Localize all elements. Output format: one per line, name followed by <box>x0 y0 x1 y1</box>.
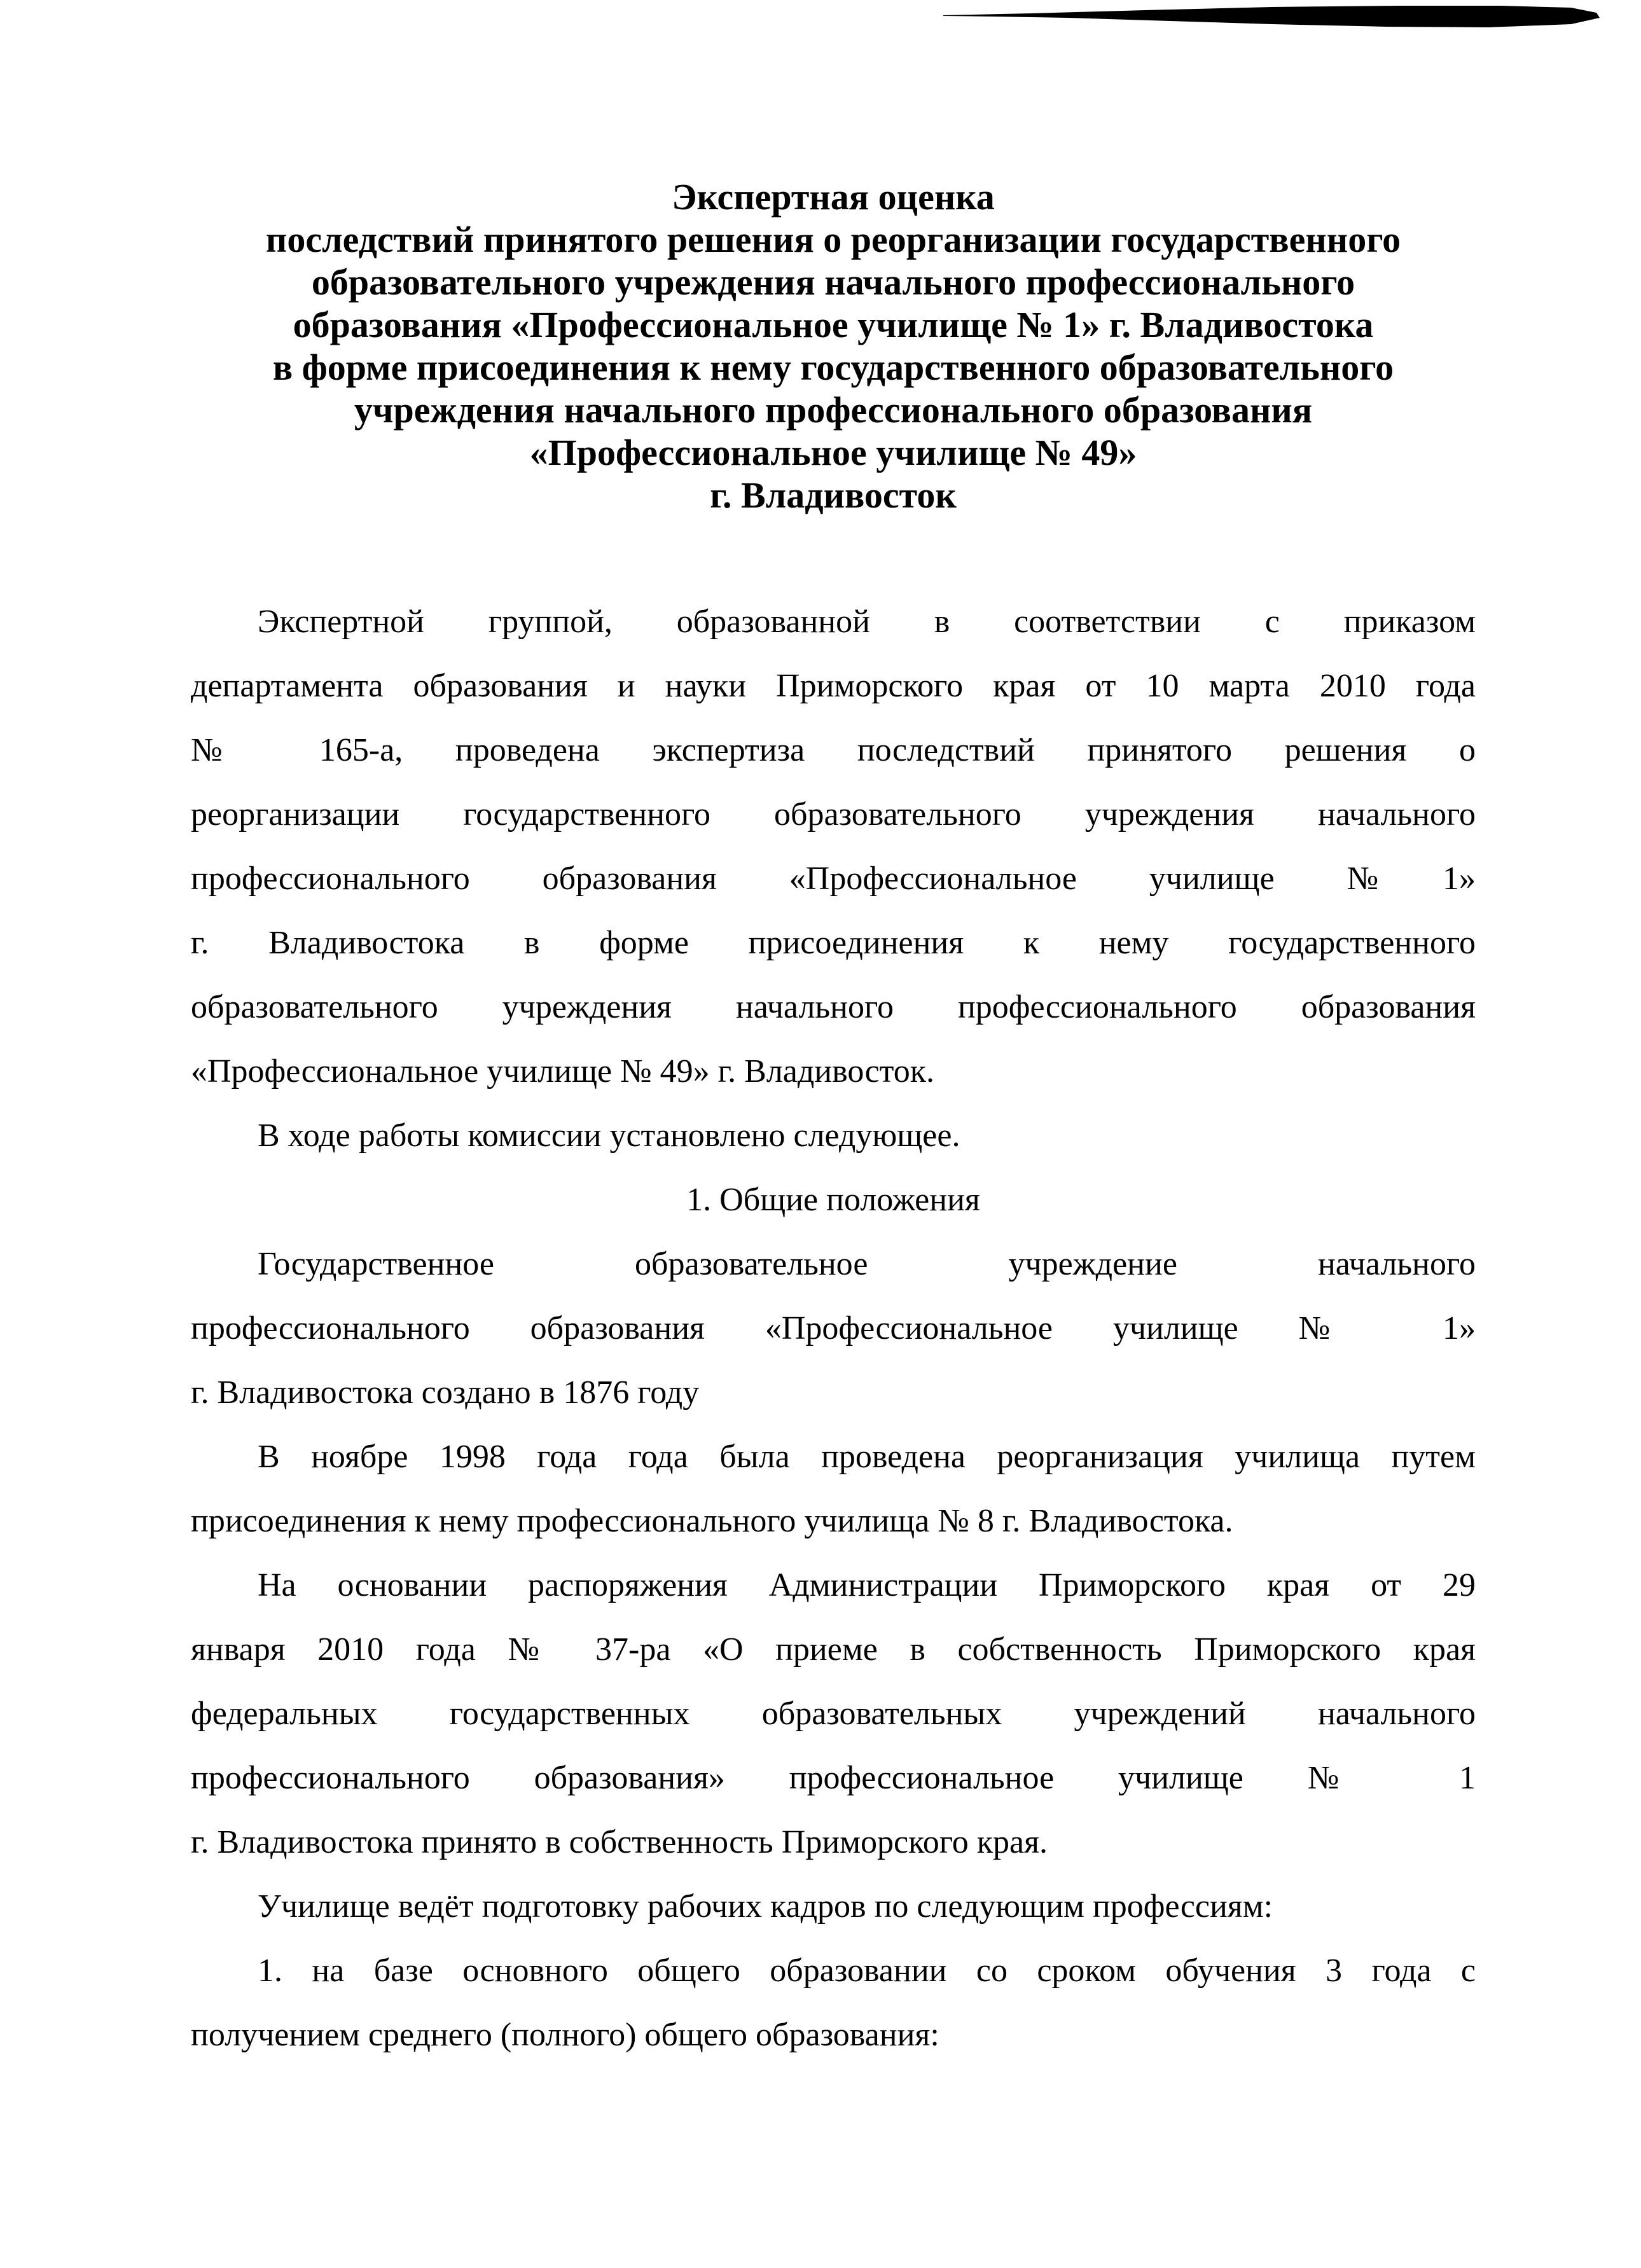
body-line: «Профессиональное училище № 49» г. Владивосток. <box>191 1053 935 1089</box>
body-line: В ноябре 1998 года года была проведена реорганизация училища путем <box>258 1439 1476 1475</box>
title-line: образования «Профессиональное училище № 1» г. Владивостока <box>293 304 1374 345</box>
body-line: № 165-а, проведена экспертиза последствий принятого решения о <box>191 732 1476 768</box>
body-line: г. Владивостока создано в 1876 году <box>191 1374 700 1411</box>
title-line: последствий принятого решения о реорганизации государственного <box>265 219 1401 260</box>
body-line: г. Владивостока принято в собственность Приморского края. <box>191 1824 1048 1860</box>
body-line: профессионального образования «Профессиональное училище № 1» <box>191 1310 1476 1346</box>
title-line: в форме присоединения к нему государственного образовательного <box>272 347 1394 388</box>
body-line: присоединения к нему профессионального училища № 8 г. Владивостока. <box>191 1503 1233 1539</box>
body-line: г. Владивостока в форме присоединения к нему государственного <box>191 925 1476 961</box>
title-line: учреждения начального профессионального образования <box>354 389 1313 431</box>
body-line: федеральных государственных образовательных учреждений начального <box>191 1696 1476 1732</box>
body-line: профессионального образования «Профессиональное училище №1» <box>191 861 1476 897</box>
body-line: получением среднего (полного) общего образования: <box>191 2017 939 2053</box>
body-line: В ходе работы комиссии установлено следующее. <box>258 1117 960 1154</box>
body-line: 1. Общие положения <box>686 1182 980 1218</box>
document-title <box>191 176 1476 516</box>
scanner-streak-shape <box>943 6 1600 27</box>
body-line: реорганизации государственного образовательного учреждения начального <box>191 796 1476 833</box>
body-line: Государственное образовательное учреждение начального <box>258 1246 1476 1282</box>
scanner-streak-artifact <box>0 0 1641 45</box>
title-line: Экспертная оценка <box>672 176 995 218</box>
body-line: образовательного учреждения начального профессионального образования <box>191 989 1476 1025</box>
body-line: профессионального образования» профессиональное училище № 1 <box>191 1760 1476 1796</box>
body-line: На основании распоряжения Администрации Приморского края от 29 <box>258 1567 1476 1603</box>
body-line: Экспертной группой, образованной в соответствии с приказом <box>258 604 1476 640</box>
document-body <box>191 590 1476 2067</box>
body-line: января 2010 года № 37-ра «О приеме в собственность Приморского края <box>191 1631 1476 1668</box>
body-line: департамента образования и науки Приморского края от 10 марта 2010 года <box>191 668 1476 704</box>
title-line: образовательного учреждения начального профессионального <box>311 261 1355 303</box>
title-line: г. Владивосток <box>710 474 957 516</box>
title-line: «Профессиональное училище № 49» <box>529 432 1137 473</box>
body-line: Училище ведёт подготовку рабочих кадров по следующим профессиям: <box>258 1888 1273 1925</box>
body-line: 1. на базе основного общего образовании со сроком обучения 3 года с <box>258 1953 1476 1989</box>
